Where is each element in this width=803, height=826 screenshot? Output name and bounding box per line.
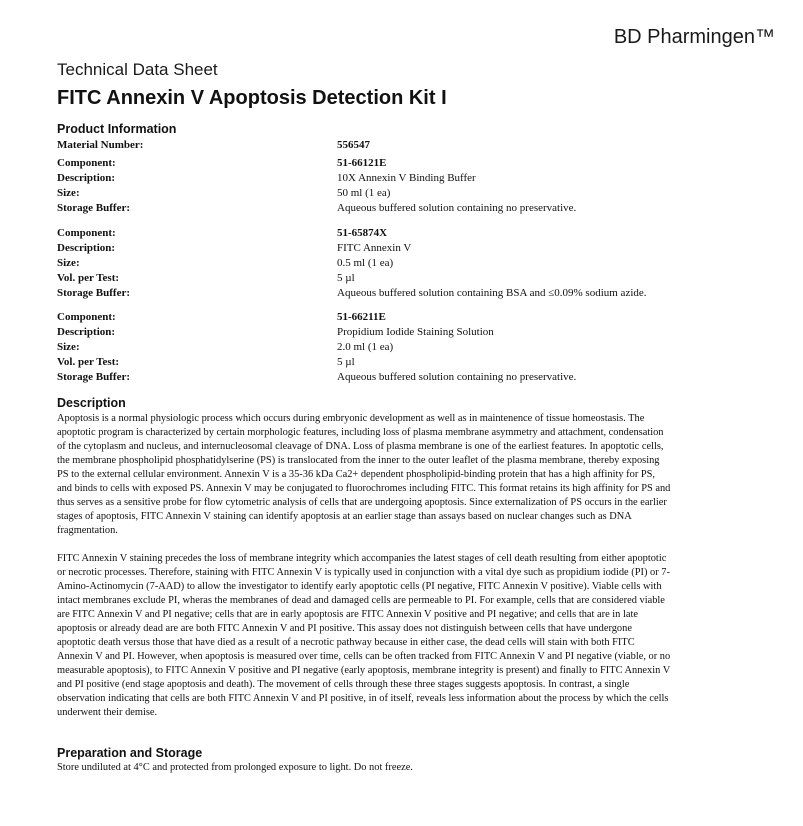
description-row: [57, 241, 757, 256]
document-title: FITC Annexin V Apoptosis Detection Kit I: [57, 87, 447, 109]
size-row: [57, 256, 757, 271]
description-row: [57, 325, 757, 340]
component-number: 51-65874X: [337, 227, 388, 239]
info-value: Aqueous buffered solution containing BSA and ≤0.09% sodium azide.: [337, 287, 647, 299]
info-label: Size:: [57, 187, 80, 199]
info-label: Component:: [57, 227, 116, 239]
component-number: 51-66211E: [337, 311, 386, 323]
info-value: Propidium Iodide Staining Solution: [337, 326, 494, 338]
preparation-heading: Preparation and Storage: [57, 746, 203, 760]
info-label: Material Number:: [57, 139, 144, 151]
info-label: Size:: [57, 257, 80, 269]
size-row: [57, 340, 757, 355]
info-value: 2.0 ml (1 ea): [337, 341, 394, 353]
storage-buffer-row: [57, 370, 757, 385]
brand-logo-text: BD Pharmingen™: [613, 26, 775, 48]
info-label: Vol. per Test:: [57, 356, 120, 368]
info-label: Storage Buffer:: [57, 287, 131, 299]
info-label: Component:: [57, 157, 116, 169]
info-value: FITC Annexin V: [337, 242, 412, 254]
storage-buffer-row: [57, 201, 757, 216]
component-row: [57, 310, 757, 325]
material-number-value: 556547: [337, 139, 370, 151]
vol-per-test-row: [57, 271, 757, 286]
info-label: Vol. per Test:: [57, 272, 120, 284]
info-value: 5 µl: [337, 272, 355, 284]
product-info-heading: Product Information: [57, 122, 177, 136]
info-value: Aqueous buffered solution containing no preservative.: [337, 202, 577, 214]
info-label: Description:: [57, 326, 116, 338]
info-label: Description:: [57, 172, 116, 184]
size-row: [57, 186, 757, 201]
document-type: Technical Data Sheet: [57, 60, 218, 79]
description-row: [57, 171, 757, 186]
description-paragraph: FITC Annexin V staining precedes the loss of membrane integrity which accompanies the latest stages of cell death resulting from either apoptotic or necrotic processes. Therefore, staining with FITC Annexin V is typically used in conjunction with a vital dye such as propidium iodide (PI) or 7-Amino-Actinomycin (7-AAD) to allow the investigator to identify early apoptotic cells (PI negative, FITC Annexin V positive). Viable cells with intact membranes exclude PI, wheras the membranes of dead and damaged cells are permeable to PI. For example, cells that are considered viable are FITC Annexin V and PI negative; cells that are in early apoptosis are FITC Annexin V positive and PI negative; and cells that are in late apoptosis or already dead are are both FITC Annexin V and PI positive. This assay does not distinguish between cells that have undergone apoptotic death versus those that have died as a result of a necrotic pathway because in either case, the dead cells will stain with both FITC Annexin V and PI. However, when apoptosis is measured over time, cells can be often tracked from FITC Annexin V and PI negative (viable, or no measurable apoptosis), to FITC Annexin V positive and PI negative (early apoptosis, membrane integrity is present) and finally to FITC Annexin V and PI positive (end stage apoptosis and death). The movement of cells through these three stages suggests apoptosis. In contrast, a single observation indicating that cells are both FITC Annexin V and PI positive, in of itself, reveals less information about the process by which the cells underwent their demise.: [57, 553, 671, 718]
component-row: [57, 156, 757, 171]
info-label: Storage Buffer:: [57, 371, 131, 383]
info-label: Component:: [57, 311, 116, 323]
info-value: 0.5 ml (1 ea): [337, 257, 394, 269]
storage-buffer-row: [57, 286, 757, 301]
description-heading: Description: [57, 396, 126, 410]
info-label: Description:: [57, 242, 116, 254]
info-value: Aqueous buffered solution containing no preservative.: [337, 371, 577, 383]
info-value: 50 ml (1 ea): [337, 187, 391, 199]
preparation-text: Store undiluted at 4°C and protected from prolonged exposure to light. Do not freeze.: [57, 762, 413, 773]
material-number-row: [57, 138, 757, 153]
info-value: 10X Annexin V Binding Buffer: [337, 172, 476, 184]
info-label: Storage Buffer:: [57, 202, 131, 214]
info-label: Size:: [57, 341, 80, 353]
description-paragraph: Apoptosis is a normal physiologic process which occurs during embryonic development as well as in maintenence of tissue homeostasis. The apoptotic program is characterized by certain morphologic features, including loss of plasma membrane asymmetry and attachment, condensation of the cytoplasm and nucleus, and internucleosomal cleavage of DNA. Loss of plasma membrane is one of the earliest features. In apoptotic cells, the membrane phospholipid phosphatidylserine (PS) is translocated from the inner to the outer leaflet of the plasma membrane, thereby exposing PS to the external cellular environment. Annexin V is a 35-36 kDa Ca2+ dependent phospholipid-binding protein that has a high affinity for PS, and binds to cells with exposed PS. Annexin V may be conjugated to fluorochromes including FITC. This format retains its high affinity for PS and thus serves as a sensitive probe for flow cytometric analysis of cells that are undergoing apoptosis. Since externalization of PS occurs in the earlier stages of apoptosis, FITC Annexin V staining can identify apoptosis at an earlier stage than assays based on nuclear changes such as DNA fragmentation.: [57, 413, 671, 536]
info-value: 5 µl: [337, 356, 355, 368]
component-number: 51-66121E: [337, 157, 387, 169]
vol-per-test-row: [57, 355, 757, 370]
component-row: [57, 226, 757, 241]
